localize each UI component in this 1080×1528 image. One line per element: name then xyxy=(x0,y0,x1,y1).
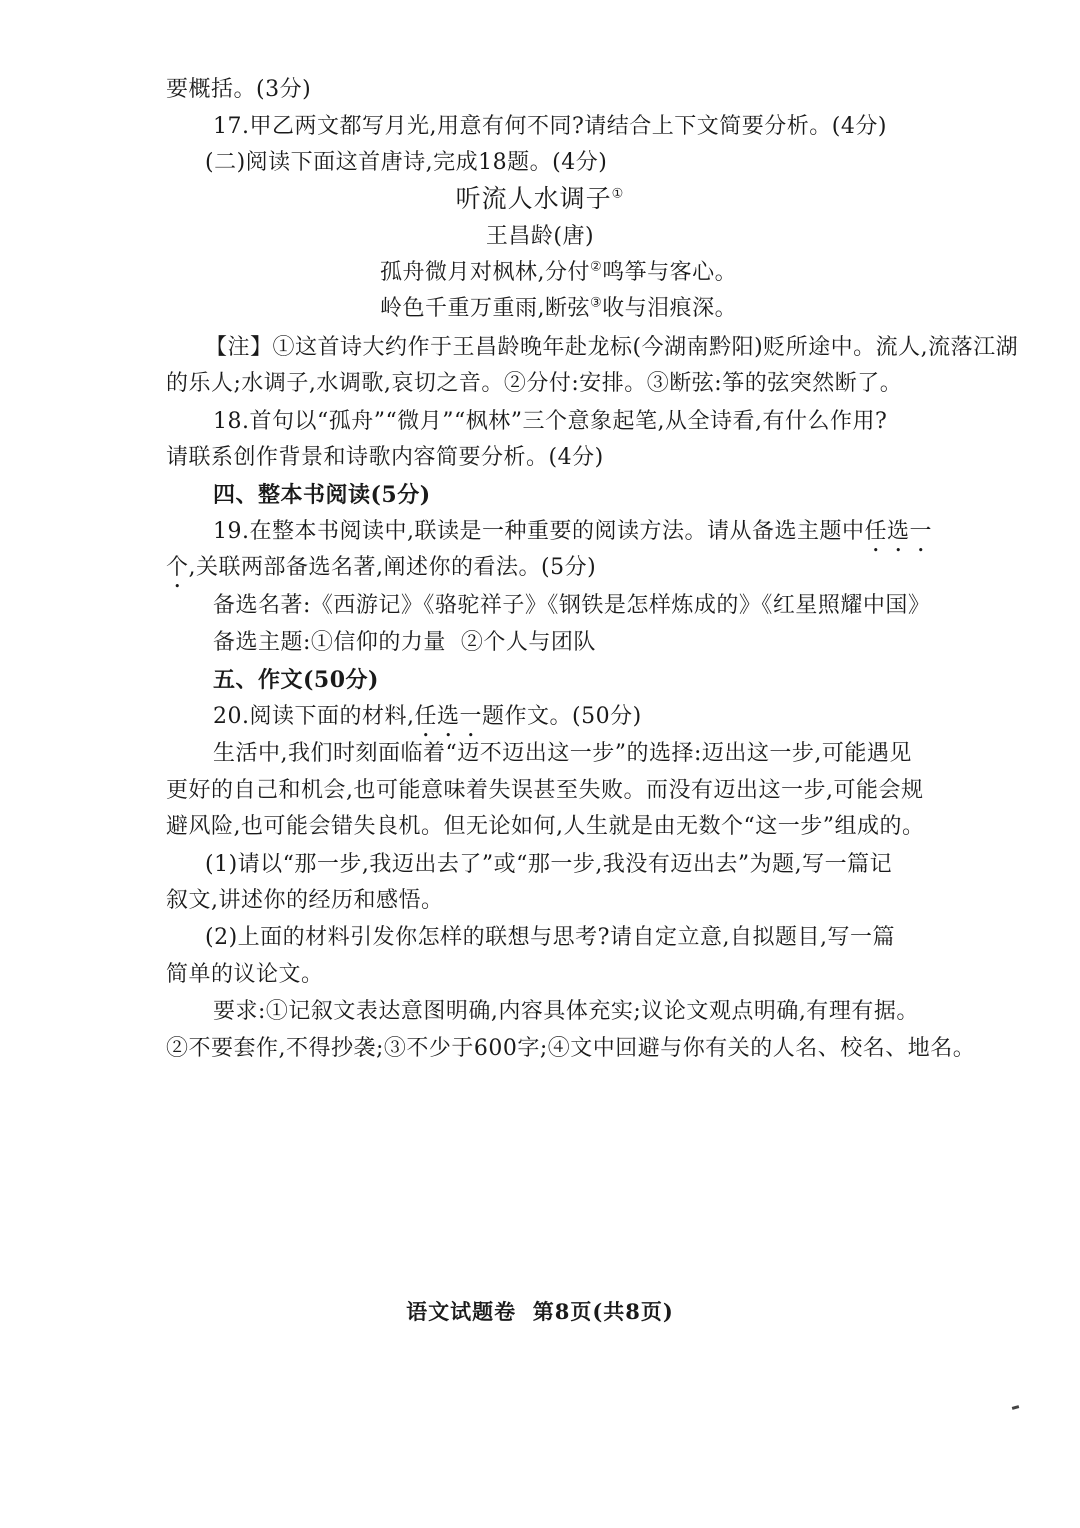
question-18: 请联系创作背景和诗歌内容简要分析。(4分) xyxy=(166,445,604,470)
essay-option-1: (1)请以“那一步,我迈出去了”或“那一步,我没有迈出去”为题,写一篇记 xyxy=(205,852,893,877)
question-text: 19.在整本书阅读中,联读是一种重要的阅读方法。请从备选主题中 xyxy=(213,519,865,544)
poem-line xyxy=(380,258,737,288)
section-heading: 五、作文(50分) xyxy=(213,667,379,693)
question-17: 17.甲乙两文都写月光,用意有何不同?请结合上下文简要分析。(4分) xyxy=(213,114,887,139)
poem-text: 鸣筝与客心。 xyxy=(602,260,738,285)
essay-option-2: (2)上面的材料引发你怎样的联想与思考?请自定立意,自拟题目,写一篇 xyxy=(205,925,895,950)
scan-mark xyxy=(1012,1405,1020,1410)
poem-text: 岭色千重万重雨,断弦 xyxy=(380,296,590,321)
footnote-mark: ③ xyxy=(590,295,603,311)
material-text: 更好的自己和机会,也可能意味着失误甚至失败。而没有迈出这一步,可能会规 xyxy=(166,778,924,803)
emphasis-text: 任选一 xyxy=(414,704,482,729)
poem-note: 的乐人;水调子,水调歌,哀切之音。②分付:安排。③断弦:筝的弦突然断了。 xyxy=(166,371,903,396)
text-line: 要概括。(3分) xyxy=(166,77,312,102)
section-heading: 四、整本书阅读(5分) xyxy=(213,482,431,508)
question-19 xyxy=(166,553,596,593)
emphasis-text: 个 xyxy=(166,555,189,580)
requirements: ②不要套作,不得抄袭;③不少于600字;④文中回避与你有关的人名、校名、地名。 xyxy=(166,1036,976,1061)
question-text: 题作文。(50分) xyxy=(482,704,642,729)
essay-option-1: 叙文,讲述你的经历和感悟。 xyxy=(166,888,444,913)
question-19 xyxy=(213,517,932,557)
question-text: 20.阅读下面的材料, xyxy=(213,704,415,729)
page-footer: 语文试题卷 第8页(共8页) xyxy=(406,1299,674,1324)
requirements: 要求:①记叙文表达意图明确,内容具体充实;议论文观点明确,有理有据。 xyxy=(213,999,919,1024)
theme-options: 备选主题:①信仰的力量 ②个人与团队 xyxy=(213,630,596,655)
emphasis-text: 任选一 xyxy=(864,519,932,544)
material-text: 避风险,也可能会错失良机。但无论如何,人生就是由无数个“这一步”组成的。 xyxy=(166,814,925,839)
section-heading: (二)阅读下面这首唐诗,完成18题。(4分) xyxy=(205,150,608,175)
poem-text: 收与泪痕深。 xyxy=(602,296,738,321)
poem-title-text: 听流人水调子 xyxy=(455,184,612,213)
material-text: 生活中,我们时刻面临着“迈不迈出这一步”的选择:迈出这一步,可能遇见 xyxy=(213,741,912,766)
question-text: ,关联两部备选名著,阐述你的看法。(5分) xyxy=(188,555,597,580)
footnote-mark: ② xyxy=(590,259,603,275)
poem-author: 王昌龄(唐) xyxy=(485,224,595,249)
question-18: 18.首句以“孤舟”“微月”“枫林”三个意象起笔,从全诗看,有什么作用? xyxy=(213,409,888,434)
poem-text: 孤舟微月对枫林,分付 xyxy=(380,260,590,285)
poem-line xyxy=(380,294,737,324)
question-20 xyxy=(213,702,642,742)
poem-note: 【注】①这首诗大约作于王昌龄晚年赴龙标(今湖南黔阳)贬所途中。流人,流落江湖 xyxy=(205,335,1019,360)
book-options: 备选名著:《西游记》《骆驼祥子》《钢铁是怎样炼成的》《红星照耀中国》 xyxy=(213,593,931,618)
poem-title xyxy=(0,184,1080,214)
footnote-mark: ① xyxy=(611,186,625,202)
essay-option-2: 简单的议论文。 xyxy=(166,962,324,987)
